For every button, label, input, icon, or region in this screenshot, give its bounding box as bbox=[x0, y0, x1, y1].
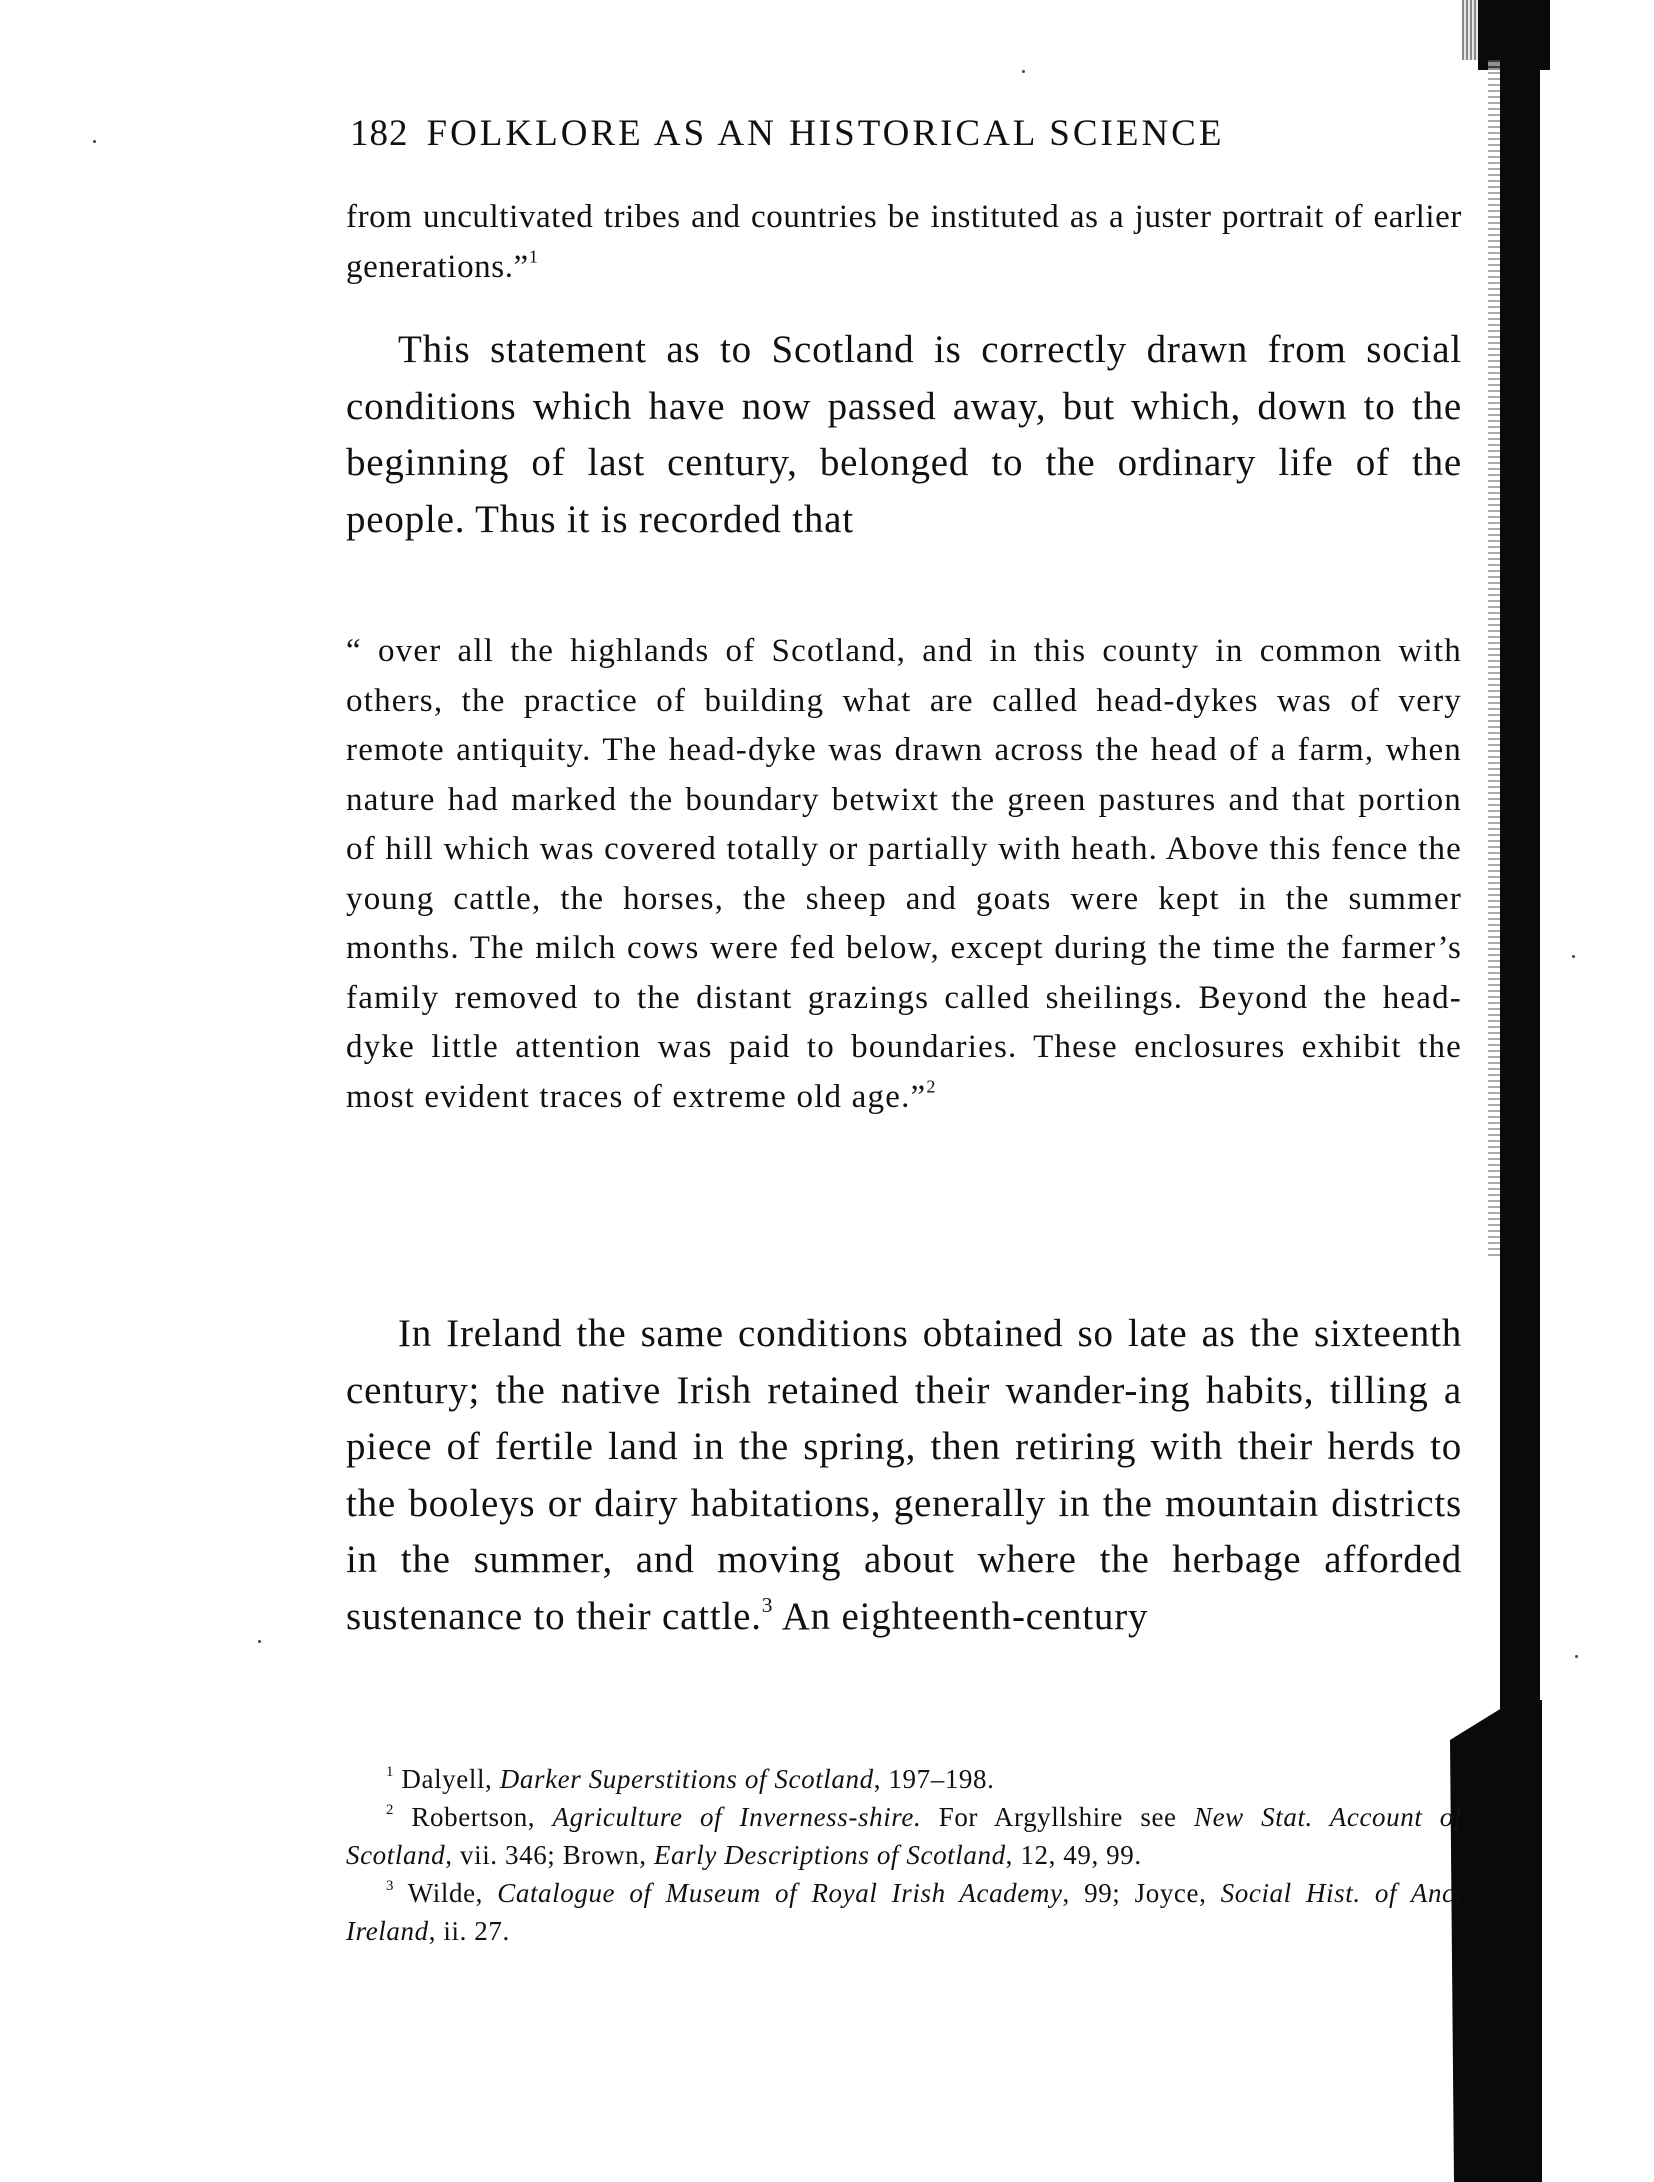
footnote-text: , vii. 346; Brown, bbox=[445, 1840, 654, 1870]
footnote-2 bbox=[346, 1798, 1462, 1874]
footnote-marker: 3 bbox=[386, 1878, 395, 1895]
footnote-title: Darker Superstitions of Scotland bbox=[499, 1764, 874, 1794]
footnote-ref-3[interactable]: 3 bbox=[761, 1592, 774, 1617]
footnote-marker: 1 bbox=[386, 1764, 395, 1781]
block-quote-head-dykes bbox=[346, 627, 1462, 1122]
footnote-ref-2[interactable]: 2 bbox=[926, 1075, 937, 1096]
continued-quotation-text: from uncultivated tribes and countries be instituted as a juster portrait of earlier generations.” bbox=[346, 199, 1462, 285]
footnote-text: For Argyllshire see bbox=[921, 1802, 1194, 1832]
footnotes bbox=[346, 1760, 1462, 1950]
footnote-marker: 2 bbox=[386, 1802, 395, 1819]
footnote-title: New Stat. Account of Scotland bbox=[346, 1802, 1462, 1870]
footnote-author: Dalyell, bbox=[401, 1764, 493, 1794]
page-number: 182 bbox=[350, 113, 409, 154]
scan-speck bbox=[1022, 70, 1025, 73]
running-title: FOLKLORE AS AN HISTORICAL SCIENCE bbox=[426, 113, 1225, 154]
footnote-title: Early Descriptions of Scotland bbox=[653, 1840, 1006, 1870]
footnote-text: , 99; Joyce, bbox=[1062, 1878, 1221, 1908]
footnote-title: Catalogue of Museum of Royal Irish Academy bbox=[497, 1878, 1063, 1908]
footnote-1 bbox=[346, 1760, 1462, 1798]
footnote-pages: , 12, 49, 99. bbox=[1005, 1840, 1142, 1870]
scan-speck bbox=[1575, 1655, 1578, 1658]
scan-speck bbox=[1572, 955, 1575, 958]
paragraph-ireland-text-cont: An eighteenth-century bbox=[773, 1594, 1149, 1638]
scan-binding-edge bbox=[1500, 60, 1540, 1960]
footnote-title: Social Hist. of Anc. Ireland bbox=[346, 1878, 1462, 1946]
footnote-pages: , ii. 27. bbox=[428, 1916, 510, 1946]
footnote-pages: , 197–198. bbox=[873, 1764, 995, 1794]
scan-speck bbox=[93, 140, 96, 143]
running-header bbox=[350, 112, 1460, 155]
footnote-author: Wilde, bbox=[407, 1878, 484, 1908]
paragraph-scotland: This statement as to Scotland is correctly drawn from social conditions which have now passed away, but which, down to the beginning of last century, belonged to the ordinary life of the people. Thus it is recorded that bbox=[346, 328, 1462, 541]
footnote-title: Agriculture of Inverness-shire. bbox=[552, 1802, 922, 1832]
footnote-3 bbox=[346, 1874, 1462, 1950]
paragraph-ireland-text: In Ireland the same conditions obtained so late as the sixteenth century; the native Irish retained their wander-ing habits, tilling a piece of fertile land in the spring, then retiring with their herds to the booleys or dairy habitations, generally in the mountain districts in the summer, and moving about where the herbage afforded sustenance to their cattle. bbox=[346, 1312, 1462, 1638]
block-quote-text: “ over all the highlands of Scotland, and in this county in common with others, the practice of building what are called head-dykes was of very remote antiquity. The head-dyke was drawn across the head of a farm, when nature had marked the boundary betwixt the green pastures and that portion of hill which was covered totally or partially with heath. Above this fence the young cattle, the horses, the sheep and goats were kept in the summer months. The milch cows were fed below, except during the time the farmer’s family removed to the distant grazings called sheilings. Beyond the head-dyke little attention was paid to boundaries. These enclosures exhibit the most evident traces of extreme old age.” bbox=[346, 633, 1462, 1115]
footnote-author: Robertson, bbox=[411, 1802, 536, 1832]
paragraph-ireland bbox=[346, 1306, 1462, 1645]
scan-binding-edge-bottom bbox=[1450, 1700, 1542, 2182]
continued-quotation bbox=[346, 192, 1462, 292]
footnote-ref-1[interactable]: 1 bbox=[528, 246, 539, 267]
scan-speck bbox=[258, 1640, 261, 1643]
